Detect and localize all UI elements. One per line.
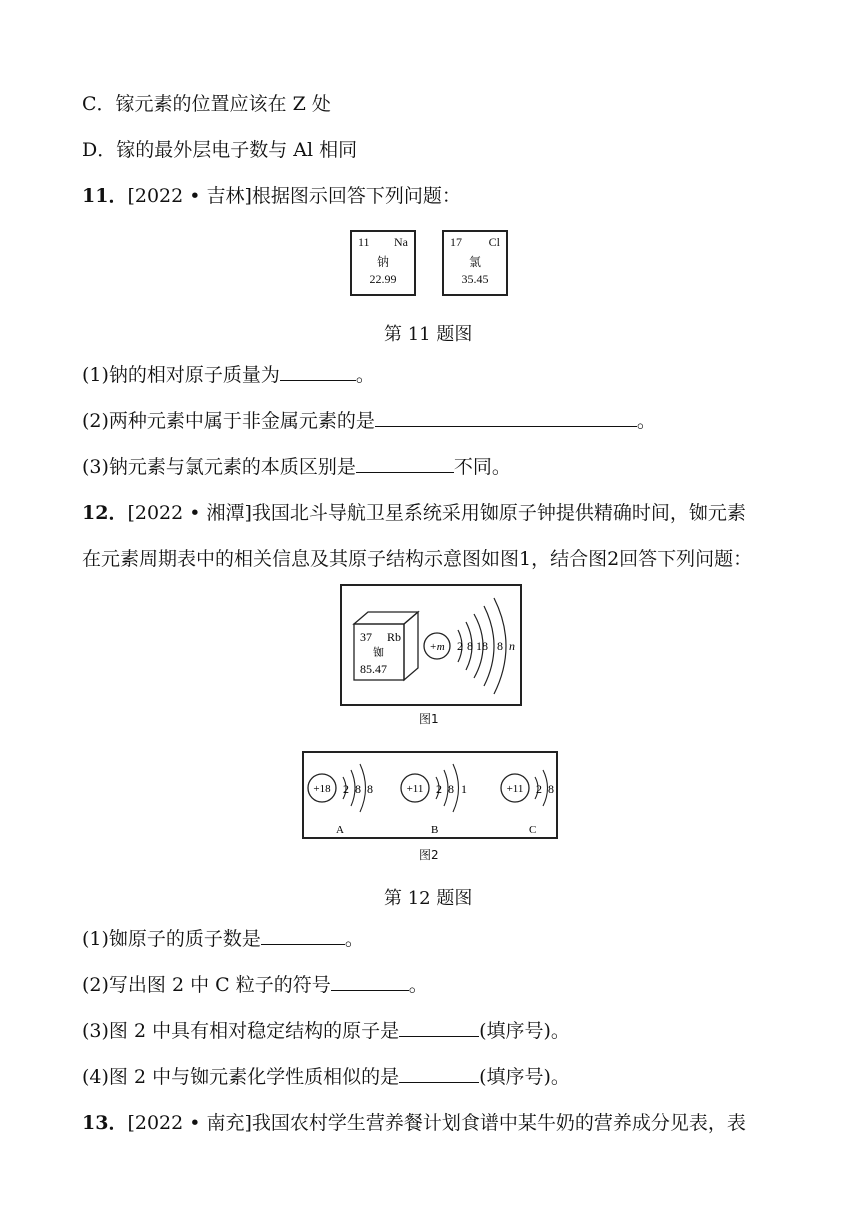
svg-text:8: 8 <box>367 782 373 796</box>
element-mass: 22.99 <box>369 272 397 286</box>
question-13-stem: [2022 • 南充]我国农村学生营养餐计划食谱中某牛奶的营养成分见表，表 <box>127 1112 746 1134</box>
svg-text:+18: +18 <box>313 783 331 795</box>
question-12-part-2: (2)写出图 2 中 C 粒子的符号 。 <box>82 974 428 996</box>
shell-count: n <box>509 639 515 653</box>
figure-11-caption: 第 11 题图 <box>384 324 473 345</box>
rb-symbol: Rb <box>387 630 402 644</box>
element-symbol: Na <box>394 235 408 249</box>
atom-b <box>401 764 467 836</box>
figure-2-label: 图2 <box>419 848 439 862</box>
element-name: 氯 <box>468 255 481 269</box>
question-12-part-1: (1)铷原子的质子数是 。 <box>82 928 364 950</box>
shell-count: 8 <box>497 639 503 653</box>
figure-1-label: 图1 <box>419 712 439 726</box>
answer-blank[interactable] <box>399 1064 479 1083</box>
rb-name: 铷 <box>373 647 384 659</box>
question-12-stem-line-2: 在元素周期表中的相关信息及其原子结构示意图如图1，结合图2回答下列问题： <box>82 548 753 570</box>
question-12-number: 12． <box>82 502 128 524</box>
rb-nucleus: +m <box>429 641 445 653</box>
question-13 <box>82 1110 746 1136</box>
element-card-cl <box>442 230 508 296</box>
element-number: 17 <box>450 235 462 249</box>
svg-text:2: 2 <box>436 782 442 796</box>
answer-blank[interactable] <box>356 454 454 473</box>
atom-a <box>308 764 373 836</box>
answer-blank[interactable] <box>331 972 409 991</box>
question-11-stem: [2022 • 吉林]根据图示回答下列问题： <box>127 185 461 207</box>
figure-1-rubidium <box>340 584 522 706</box>
element-name: 钠 <box>376 255 389 269</box>
shell-count: 8 <box>467 639 473 653</box>
answer-blank[interactable] <box>280 362 356 381</box>
question-12-part-4: (4)图 2 中与铷元素化学性质相似的是 (填序号)。 <box>82 1066 570 1088</box>
svg-text:+11: +11 <box>506 783 524 795</box>
rb-number: 37 <box>360 630 372 644</box>
shell-count: 18 <box>476 639 488 653</box>
question-13-number: 13． <box>82 1112 128 1134</box>
option-d: D．镓的最外层电子数与 Al 相同 <box>82 139 358 161</box>
question-11 <box>82 183 461 209</box>
question-12 <box>82 500 746 526</box>
answer-blank[interactable] <box>399 1018 479 1037</box>
svg-text:8: 8 <box>355 782 361 796</box>
atom-label: A <box>336 824 344 836</box>
option-c: C．镓元素的位置应该在 Z 处 <box>82 93 331 115</box>
element-number: 11 <box>358 235 370 249</box>
svg-text:8: 8 <box>548 782 554 796</box>
svg-text:8: 8 <box>448 782 454 796</box>
element-mass: 35.45 <box>461 272 489 286</box>
answer-blank[interactable] <box>261 926 345 945</box>
question-11-part-2: (2)两种元素中属于非金属元素的是 。 <box>82 410 656 432</box>
atom-label: C <box>529 824 537 836</box>
shell-count: 2 <box>457 639 463 653</box>
atom-c <box>501 770 554 836</box>
rb-mass: 85.47 <box>360 662 387 676</box>
question-11-number: 11． <box>82 185 128 207</box>
question-11-part-1: (1)钠的相对原子质量为 。 <box>82 364 375 386</box>
svg-text:2: 2 <box>536 782 542 796</box>
figure-12-caption: 第 12 题图 <box>384 888 473 909</box>
svg-text:1: 1 <box>461 782 467 796</box>
svg-text:+11: +11 <box>406 783 424 795</box>
svg-text:2: 2 <box>343 782 349 796</box>
atom-label: B <box>431 824 439 836</box>
figure-2-atoms <box>302 751 558 839</box>
element-symbol: Cl <box>488 235 500 249</box>
answer-blank[interactable] <box>375 408 637 427</box>
question-12-part-3: (3)图 2 中具有相对稳定结构的原子是 (填序号)。 <box>82 1020 570 1042</box>
element-card-na <box>350 230 416 296</box>
question-11-part-3: (3)钠元素与氯元素的本质区别是 不同。 <box>82 456 511 478</box>
question-12-stem: [2022 • 湘潭]我国北斗导航卫星系统采用铷原子钟提供精确时间，铷元素 <box>127 502 746 524</box>
